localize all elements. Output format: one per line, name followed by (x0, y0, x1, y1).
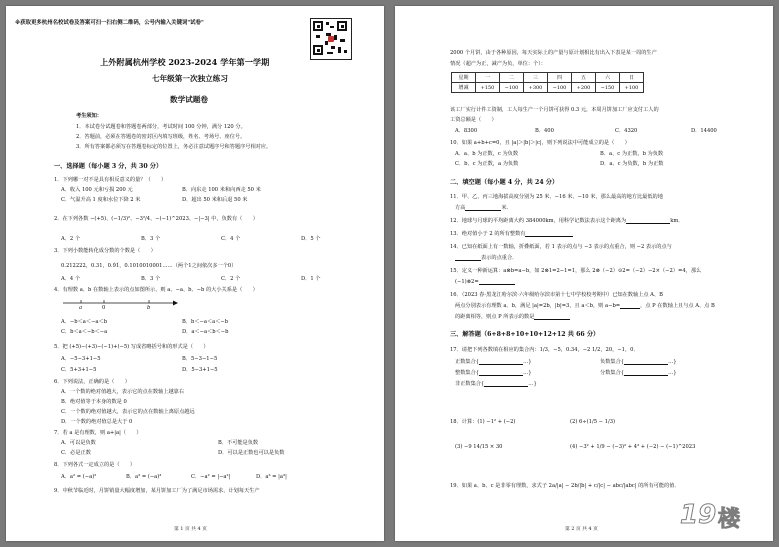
instruction-3: 3．所有答案都必须写在答题卷标定的位置上，务必注意试题序号和答题序号相对应。 (76, 144, 272, 150)
question-5: 5．把 (+5)−(+3)−(−1)+(−5) 写成省略括号和的形式是（ ） (54, 344, 209, 350)
q9-continued-1: 2000 个月饼，由于各种原因，每天实际上的产量与原计划相比有出入下表是某一周的生产 (450, 50, 657, 56)
set-close: …} (523, 370, 532, 376)
question-7: 7．若 a 是有理数，则 a+|a|（ ） (54, 430, 142, 436)
table-cell: 二 (500, 73, 524, 83)
q8-option-a: A．a² = (−a)² (61, 474, 97, 480)
answer-blank[interactable] (626, 218, 670, 224)
question-3: 3．下列小数能转化成分数的个数是（ ） (54, 248, 156, 254)
question-1: 1．下列哪一对不是具有相反意义的量？（ ） (54, 177, 167, 183)
table-cell: +200 (572, 83, 596, 93)
q11-unit: 米． (501, 205, 512, 211)
table-cell: 六 (596, 73, 620, 83)
subject-title: 数学试题卷 (170, 95, 208, 104)
q16-text-2: ，点 P 在数轴上且与点 A、点 B (640, 303, 715, 309)
question-19: 19．如果 a、b、c 是非零有理数，求式子 2a/|a| − 2b/|b| + c/|c| − abc/|abc| 的所有可能的值． (450, 483, 680, 489)
q1-option-a: A．收入 100 元和亏损 200 元 (61, 187, 133, 193)
q3-option-a: A．4 个 (61, 276, 81, 282)
answer-blank[interactable] (455, 255, 481, 261)
q5-option-b: B．5−3−1−5 (182, 356, 218, 362)
question-17: 17．请把下列各数填在相应的集合内：1/3，−5，0.34，−2 1/2，20，−1，0． (450, 347, 639, 353)
axis-label-zero: 0 (102, 305, 106, 311)
table-cell: 日 (620, 73, 644, 83)
table-row (452, 83, 644, 93)
q16-text: 两点分别表示有理数 a、b，满足 |a|=2b，|b|=3，且 a＜b，则 a−b= (455, 303, 621, 309)
q10-option-c: C．b、c 为正数，a 为负数 (455, 161, 519, 167)
q7-option-b: B．不可能是负数 (218, 440, 259, 446)
q10-option-a: A．a、b 为正数，c 为负数 (455, 151, 519, 157)
q6-option-b: B．绝对值等于本身的数是 0 (61, 399, 127, 405)
question-6: 6．下列说法，正确的是（ ） (54, 379, 130, 385)
answer-blank[interactable] (479, 370, 523, 376)
set-close: …} (528, 381, 537, 387)
table-cell: 五 (572, 73, 596, 83)
q8-option-c: C．−a² = |−a²| (191, 474, 231, 480)
question-18-part-1: 18．计算：(1) −1² + (−2) (450, 419, 516, 425)
q3-option-d: D．1 个 (301, 276, 321, 282)
q4-option-b: B．b＜−a＜a＜−b (182, 319, 229, 325)
set-negative (600, 359, 677, 365)
q14-text: 表示的点重合． (481, 255, 518, 261)
page-footer: 第 1 页 共 4 页 (174, 527, 207, 532)
question-11-line2 (455, 205, 512, 211)
instructions-heading: 考生须知： (76, 113, 102, 119)
section-solve-heading: 三、解答题（6+8+8+10+10+12+12 共 66 分） (450, 331, 600, 338)
q16-text-3: 的距离相等，则点 P 所表示的数是 (455, 314, 535, 320)
instruction-1: 1．本试卷分试题卷和答题卷两部分，考试时间 100 分钟，满分 120 分。 (76, 124, 246, 130)
q13-text: 13．绝对值小于 2 的所有整数有 (450, 231, 526, 237)
question-9-start: 9．中秋节临近时，月饼销量大幅度增加，某月饼加工厂为了满足市场需求，计划每天生产 (54, 488, 260, 494)
question-18-part-3: (3) −9 14/15 × 30 (455, 444, 503, 450)
set-fraction (600, 370, 677, 376)
table-cell: +150 (476, 83, 500, 93)
exam-page-2 (395, 6, 773, 541)
exam-page-1 (6, 6, 384, 541)
q3-numbers: 0.212222，0.31，0.9̇1̇，0.1010010001……（两个1之间依次多一个0） (61, 263, 237, 269)
q11-text: 方高 (455, 205, 466, 211)
q5-option-a: A．−5−3+1−5 (61, 356, 101, 362)
q3-option-c: C．2 个 (221, 276, 241, 282)
q6-option-c: C．一个数的绝对值越大，表示它的点在数轴上离原点越远 (61, 409, 195, 415)
q2-option-a: A．2 个 (61, 236, 81, 242)
q2-option-c: C．4 个 (221, 236, 241, 242)
answer-blank[interactable] (479, 279, 515, 285)
question-13 (450, 231, 573, 237)
q4-option-c: C．b＜a＜−b＜−a (61, 329, 108, 335)
q12-unit: km． (670, 218, 684, 224)
q7-option-d: D．可以是正数也可以是负数 (218, 450, 285, 456)
q15-text: (−1)⊗2= (455, 279, 479, 285)
q8-option-b: B．a³ = (−a)³ (126, 474, 162, 480)
site-watermark (680, 500, 776, 544)
q8-option-d: D．a³ = |a³| (256, 474, 287, 480)
q9-continued-2: 情况（超产为正，减产为负，单位：个）： (450, 61, 546, 67)
table-cell: −150 (596, 83, 620, 93)
q2-option-b: B．3 个 (141, 236, 161, 242)
set-close: …} (668, 370, 677, 376)
table-cell: −100 (548, 83, 572, 93)
q5-option-d: D．5−3+1−5 (182, 367, 218, 373)
answer-blank[interactable] (534, 314, 570, 320)
axis-label-b: b (147, 305, 151, 311)
table-cell: +100 (620, 83, 644, 93)
question-16-line2 (455, 303, 715, 309)
answer-blank[interactable] (624, 370, 668, 376)
table-cell: 星期 (452, 73, 476, 83)
q9-option-c: C．4320 (615, 128, 638, 134)
instruction-2: 2．答题前，必须在答题卷的密封区内填写班级，姓名、考场号、座位号。 (76, 134, 246, 140)
set-label: 正数集合{ (455, 359, 480, 365)
page-footer: 第 2 页 共 4 页 (565, 527, 598, 532)
answer-blank[interactable] (484, 381, 528, 387)
section-fill-heading: 二、填空题（每小题 4 分，共 24 分） (450, 179, 559, 186)
question-2: 2．在下列各数 −(+5)、(−1/3)²、−3²/4、−(−1)^2023、−|−3| 中，负数有（ ） (54, 216, 258, 222)
question-14: 14．已知在纸面上有一数轴，折叠纸面，若 1 表示的点与 −3 表示的点重合，则 −2 表示的点与 (450, 244, 672, 250)
production-table (451, 72, 644, 93)
q1-option-d: D．超出 50 米和后退 50 米 (182, 197, 248, 203)
q6-option-d: D．一个数的绝对值总是大于 0 (61, 419, 133, 425)
set-positive (455, 359, 532, 365)
answer-blank[interactable] (479, 359, 523, 365)
grade-title: 七年级第一次独立练习 (152, 74, 228, 83)
q2-option-d: D．5 个 (301, 236, 321, 242)
question-11: 11．甲、乙、丙三地海拔高度分别为 25 米、−16 米、−10 米，那么最高的地方比最低的地 (450, 194, 663, 200)
qr-notice: ※获取更多杭州名校试卷及答案可扫一扫右侧二维码，公号内输入关键词"试卷" (15, 20, 204, 26)
set-non-positive (455, 381, 537, 387)
q10-option-d: D．a、c 为负数，b 为正数 (600, 161, 664, 167)
set-label: 负数集合{ (600, 359, 625, 365)
question-16: 16．（2023 春·黑龙江哈尔滨·六年级哈尔滨市第十七中学校校考期中）已知在数轴上点 A、B (450, 292, 663, 298)
q4-option-a: A．−b＜a＜−a＜b (61, 319, 108, 325)
question-18-part-4: (4) −3² + 1/9 − (−3)² + 4³ + (−2) − (−1)^2023 (570, 444, 696, 450)
q4-option-d: D．a＜−a＜b＜−b (182, 329, 229, 335)
q3-option-b: B．3 个 (141, 276, 161, 282)
table-cell: 增减 (452, 83, 476, 93)
table-cell: 三 (524, 73, 548, 83)
watermark-site: 19lou.com (690, 530, 727, 538)
question-18-part-2: (2) 6÷(1/5 − 1/3) (570, 419, 616, 425)
q9-option-a: A．8300 (455, 128, 478, 134)
question-10: 10．如果 a+b+c=0，且 |a|＞|b|＞|c|，则下列说法中可能成立的是（ ） (450, 140, 630, 146)
section-choice-heading: 一、选择题（每小题 3 分，共 30 分） (54, 163, 163, 170)
question-4: 4．有理数 a、b 在数轴上表示的点如图所示，则 a、−a、b、−b 的大小关系是（ ） (54, 287, 258, 293)
question-14-line2 (455, 255, 517, 261)
q12-text: 12．地球与月球的平均距离大约 384000km，用科学记数法表示这个距离为 (450, 218, 627, 224)
set-label: 整数集合{ (455, 370, 480, 376)
question-8: 8．下列各式一定成立的是（ ） (54, 462, 136, 468)
q6-option-a: A．一个数的绝对值越大，表示它的点在数轴上越靠右 (61, 389, 185, 395)
q1-option-c: C．气温升高 1 度和水位下降 2 米 (61, 197, 141, 203)
question-16-line3 (455, 314, 570, 320)
q7-option-c: C．必是正数 (61, 450, 91, 456)
q9-continued-3: 该工厂实行计件工资制，工人每生产一个月饼可获得 0.3 元，本周月饼加工厂应支付工人的 (450, 107, 659, 113)
question-15: 15．定义一种新运算：a⊗b=a−b，如 2⊗1=2−1=1，那么 2⊗（−2）⊙2=（−2）−2×（−2）=4，那么 (450, 268, 702, 274)
table-header-row (452, 73, 644, 83)
q10-option-b: B．a、c 为正数，b 为负数 (600, 151, 664, 157)
set-close: …} (523, 359, 532, 365)
school-title: 上外附属杭州学校 2023-2024 学年第一学期 (100, 57, 270, 67)
set-label: 非正数集合{ (455, 381, 485, 387)
set-close: …} (668, 359, 677, 365)
q9-option-d: D．14400 (691, 128, 717, 134)
axis-label-a: a (79, 305, 83, 311)
answer-blank[interactable] (525, 231, 573, 237)
table-cell: −100 (500, 83, 524, 93)
set-integer (455, 370, 532, 376)
qr-code (310, 18, 352, 60)
table-cell: +300 (524, 83, 548, 93)
table-cell: 四 (548, 73, 572, 83)
q9-continued-4: 工资总额是（ ） (450, 117, 497, 123)
question-15-line2 (455, 279, 515, 285)
answer-blank[interactable] (620, 303, 640, 309)
watermark-number: 19 (680, 500, 717, 530)
q7-option-a: A．可以是负数 (61, 440, 96, 446)
q1-option-b: B．向东走 100 米和向西走 50 米 (182, 187, 261, 193)
table-cell: 一 (476, 73, 500, 83)
q5-option-c: C．5+3+1−5 (61, 367, 97, 373)
set-label: 分数集合{ (600, 370, 625, 376)
watermark-char: 楼 (718, 507, 741, 532)
answer-blank[interactable] (624, 359, 668, 365)
q9-option-b: B．400 (535, 128, 554, 134)
question-12 (450, 218, 683, 224)
answer-blank[interactable] (465, 205, 501, 211)
